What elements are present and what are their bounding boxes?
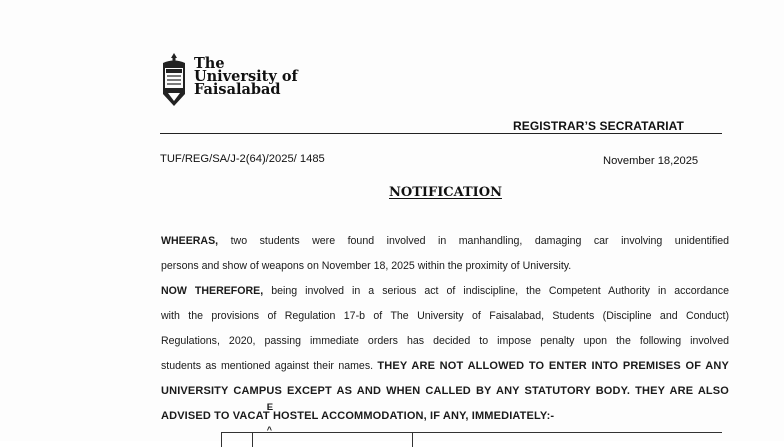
paragraph-line	[161, 229, 729, 254]
table-column-divider	[252, 433, 253, 447]
caret-mark-icon: ^	[266, 425, 273, 435]
restriction-text: THEY ARE NOT ALLOWED TO ENTER INTO PREMISES OF ANY	[377, 360, 729, 372]
paragraph-line: with the provisions of Regulation 17-b of The University of Faisalabad, Students (Discipline and Conduct)	[161, 310, 729, 322]
paragraph-text: students as mentioned against their names.	[161, 360, 378, 372]
notification-title: NOTIFICATION	[389, 185, 502, 200]
paragraph-text: being involved in a serious act of indiscipline, the Competent Authority in accordance	[263, 285, 729, 297]
reference-number: TUF/REG/SA/J-2(64)/2025/ 1485	[160, 153, 325, 165]
paragraph-line	[161, 354, 729, 379]
header-divider	[160, 133, 722, 134]
university-logo	[160, 52, 298, 110]
logo-line: Faisalabad	[194, 81, 281, 98]
now-therefore-lead: NOW THEREFORE,	[161, 285, 264, 297]
whereas-lead: WHEERAS,	[161, 235, 219, 247]
logo-line: University of	[194, 68, 298, 85]
paragraph-now-therefore	[161, 279, 729, 435]
logo-line: The	[194, 55, 225, 72]
logo-wordmark	[194, 57, 298, 96]
paragraph-line	[161, 279, 729, 304]
restriction-text: ADVISED TO VACAT	[161, 410, 270, 422]
inserted-letter: E	[266, 402, 274, 413]
notification-date: November 18,2025	[603, 155, 699, 167]
table-column-divider	[412, 433, 413, 447]
restriction-text: HOSTEL ACCOMMODATION, IF ANY, IMMEDIATELY:-	[269, 410, 555, 422]
university-crest-icon	[160, 52, 188, 108]
paragraph-whereas	[161, 229, 729, 279]
office-heading: REGISTRAR’S SECRATARIAT	[513, 119, 684, 133]
paragraph-line: Regulations, 2020, passing immediate orders has decided to impose penalty upon the following involved	[161, 335, 729, 347]
restriction-line: UNIVERSITY CAMPUS EXCEPT AS AND WHEN CALLED BY ANY STATUTORY BODY. THEY ARE ALSO	[161, 385, 729, 397]
restriction-line	[161, 402, 729, 435]
students-table-top-edge	[221, 432, 722, 447]
paragraph-text: two students were found involved in manhandling, damaging car involving unidentified	[218, 235, 729, 247]
paragraph-line: persons and show of weapons on November 18, 2025 within the proximity of University.	[161, 260, 572, 272]
